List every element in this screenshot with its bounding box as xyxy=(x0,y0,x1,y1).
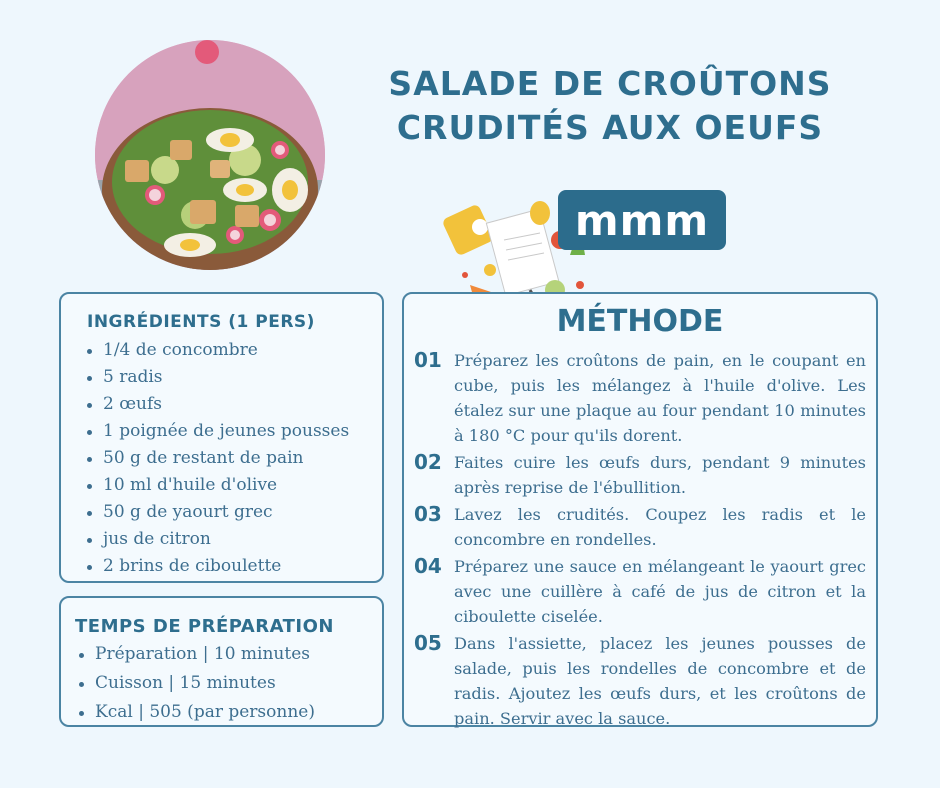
method-step xyxy=(414,450,866,500)
prep-time-card xyxy=(59,596,384,727)
step-text: Lavez les crudités. Coupez les radis et le concombre en rondelles. xyxy=(454,505,866,549)
ingredients-list xyxy=(83,339,349,582)
ingredient-item: 50 g de yaourt grec xyxy=(83,501,349,528)
step-number: 03 xyxy=(414,502,442,526)
step-number: 05 xyxy=(414,631,442,655)
step-number: 01 xyxy=(414,348,442,372)
prep-time-item: Kcal | 505 (par personne) xyxy=(75,701,315,730)
method-step xyxy=(414,631,866,731)
method-step xyxy=(414,502,866,552)
prep-time-item: Cuisson | 15 minutes xyxy=(75,672,315,701)
method-step xyxy=(414,348,866,448)
step-text: Préparez les croûtons de pain, en le coupant en cube, puis les mélangez à l'huile d'olive. Les étalez sur une plaque au four pendant 10 minutes à 180 °C pour qu'ils dorent. xyxy=(454,351,866,445)
step-text: Dans l'assiette, placez les jeunes pousses de salade, puis les rondelles de concombre et de radis. Ajoutez les œufs durs, et les croûtons de pain. Servir avec la sauce. xyxy=(454,634,866,728)
ingredients-heading: INGRÉDIENTS (1 PERS) xyxy=(87,312,315,332)
ingredient-item: 1 poignée de jeunes pousses xyxy=(83,420,349,447)
step-number: 04 xyxy=(414,554,442,578)
salad-photo xyxy=(95,40,325,270)
ingredients-card xyxy=(59,292,384,583)
ingredient-item: 10 ml d'huile d'olive xyxy=(83,474,349,501)
mmm-badge: mmm xyxy=(558,190,726,250)
method-card xyxy=(402,292,878,727)
step-text: Préparez une sauce en mélangeant le yaourt grec avec une cuillère à café de jus de citron et la ciboulette ciselée. xyxy=(454,557,866,626)
step-text: Faites cuire les œufs durs, pendant 9 minutes après reprise de l'ébullition. xyxy=(454,453,866,497)
ingredient-item: 2 brins de ciboulette xyxy=(83,555,349,582)
ingredient-item: jus de citron xyxy=(83,528,349,555)
ingredient-item: 5 radis xyxy=(83,366,349,393)
ingredient-item: 1/4 de concombre xyxy=(83,339,349,366)
prep-time-heading: TEMPS DE PRÉPARATION xyxy=(75,616,334,637)
method-steps xyxy=(414,348,866,733)
recipe-title: SALADE DE CROÛTONS CRUDITÉS AUX OEUFS xyxy=(388,64,832,147)
ingredient-item: 2 œufs xyxy=(83,393,349,420)
method-step xyxy=(414,554,866,629)
method-heading: MÉTHODE xyxy=(556,304,724,339)
step-number: 02 xyxy=(414,450,442,474)
prep-time-item: Préparation | 10 minutes xyxy=(75,643,315,672)
prep-time-list xyxy=(75,643,315,730)
ingredient-item: 50 g de restant de pain xyxy=(83,447,349,474)
